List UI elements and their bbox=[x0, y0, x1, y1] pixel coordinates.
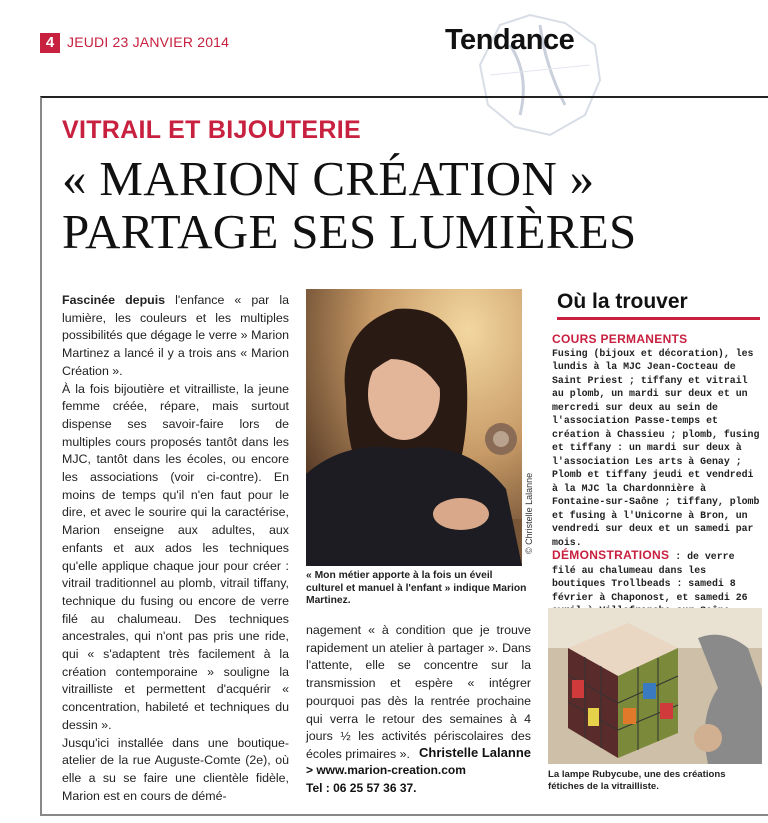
article-column-2 bbox=[306, 622, 531, 764]
lead-in: Fascinée depuis bbox=[62, 293, 166, 307]
demo-heading: DÉMONSTRATIONS bbox=[552, 548, 670, 562]
author-signature: Christelle Lalanne bbox=[419, 745, 531, 760]
page-number: 4 bbox=[40, 33, 60, 53]
website-link[interactable]: > www.marion-creation.com bbox=[306, 763, 466, 777]
lamp-photo bbox=[548, 608, 762, 764]
paragraph-4: nagement « à condition que je trouve rapidement un atelier à partager ». Dans l'attente, elle se concentre sur la transmission et espère « intégrer pourquoi pas dès la rentrée prochaine qui verra le retour des semaines à 4 jours ½ les activités périscolaires des écoles primaires ». bbox=[306, 623, 531, 761]
cours-text: Fusing (bijoux et décoration), les lundis à la MJC Jean-Cocteau de Saint Priest ; tiffany et vitrail au plomb, un mardi sur deux et un mercredi sur deux au sein de l'association Passe-temps et création à Chassieu ; plomb, fusing et tiffany : un mardi sur deux à l'association Les arts à Genay ; Plomb et tiffany jeudi et vendredi à la MJC la Chardonnière à Fontaine-sur-Saône ; tiffany, plomb et fusing à l'Unicorne à Bron, un vendredi sur deux et un samedi par mois. bbox=[552, 347, 760, 548]
photo-caption: « Mon métier apporte à la fois un éveil culturel et manuel à l'enfant » indique Marion Martinez. bbox=[306, 570, 527, 606]
paragraph-1 bbox=[62, 292, 289, 381]
title-line-2: PARTAGE SES LUMIÈRES bbox=[62, 204, 637, 259]
portrait-photo bbox=[306, 289, 522, 566]
article-column-1 bbox=[62, 292, 289, 805]
title-line-1: « MARION CRÉATION » bbox=[62, 151, 595, 206]
article-title bbox=[62, 152, 637, 258]
lamp-caption: La lampe Rubycube, une des créations fétiches de la vitrailliste. bbox=[548, 769, 726, 792]
photo-credit: © Christelle Lalanne bbox=[524, 472, 534, 554]
page-header bbox=[0, 0, 768, 70]
portrait-illustration bbox=[306, 289, 522, 566]
paragraph-2: À la fois bijoutière et vitrailliste, la jeune femme créée, répare, mais surtout dispense ses savoir-faire lors de multiples cours proposés tantôt dans les MJC, tantôt dans les écoles, ou encore les associations (voir ci-contre). En moins de temps qu'il n'en faut pour le dire, et avec le sourire qui la caractérise, Marion enseigne aux adultes, aux enfants et aux ados les techniques qu'elle applique chaque jour pour créer : vitrail traditionnel au plomb, vitrail tiffany, technique du fusing ou encore de verre filé au chalumeau. Des techniques ancestrales, qui n'ont pas pris une ride, qui « s'adaptent très facilement à la création contemporaine » souligne la vitrailliste et permettent d'acquérir « concentration, habileté et techniques du dessin ». bbox=[62, 381, 289, 732]
paragraph-3: Jusqu'ici installée dans une boutique-atelier de la rue Auguste-Comte (2e), où elle a su se faire une clientèle fidèle, Marion est en cours de démé- bbox=[62, 735, 289, 803]
phone-number: Tel : 06 25 57 36 37. bbox=[306, 781, 417, 795]
sidebar-title: Où la trouver bbox=[557, 290, 760, 320]
sidebar-body bbox=[552, 333, 764, 618]
lamp-illustration bbox=[548, 608, 762, 764]
demo-text: : de verre filé au chalumeau dans les boutiques Trollbeads : samedi 8 février à Chaponost, et samedi 26 bbox=[552, 551, 748, 603]
cours-heading: COURS PERMANENTS bbox=[552, 332, 688, 346]
issue-date: JEUDI 23 JANVIER 2014 bbox=[67, 34, 230, 50]
section-title: Tendance bbox=[445, 24, 575, 56]
paragraph-1-text: l'enfance « par la lumière, les couleurs et les multiples possibilités que dégage le verre » Marion Martinez a lancé il y a trois ans « Marion Création ». bbox=[62, 293, 289, 378]
article-kicker: VITRAIL ET BIJOUTERIE bbox=[62, 116, 361, 144]
